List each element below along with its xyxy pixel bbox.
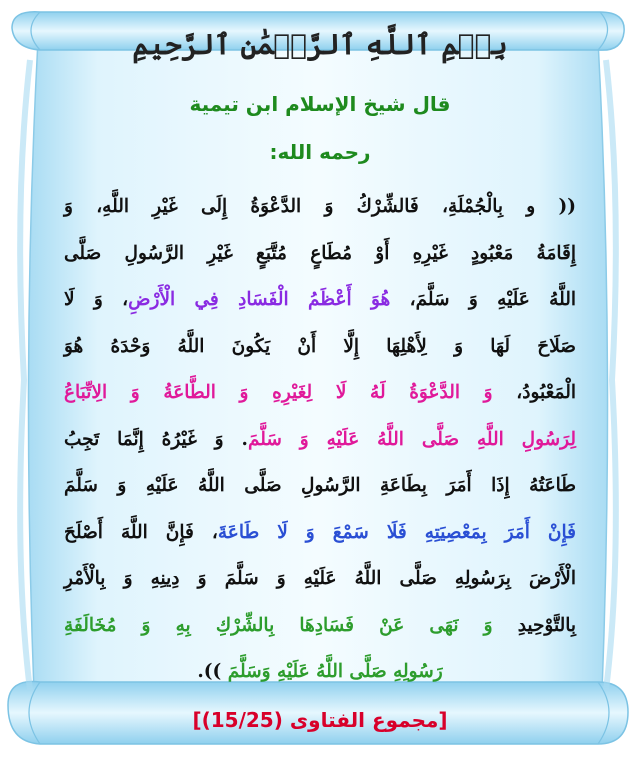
basmala-calligraphy: بِسۡمِ ٱللَّهِ ٱلرَّحۡمَٰنِ ٱلرَّحِيمِ xyxy=(132,28,508,61)
quote-segment: فَإِنْ أَمَرَ بِمَعْصِيَتِهِ فَلَا سَمْعَ وَ لَا طَاعَةَ xyxy=(217,521,577,543)
quote-segment: بِالتَّوْحِيدِ xyxy=(492,614,576,636)
quote-segment: وَ الدَّعْوَةُ لَهُ لَا لِغَيْرِهِ وَ الطَّاعَةُ وَ الِاتِّبَاعُ xyxy=(64,382,493,403)
quote-line xyxy=(60,603,580,650)
quote-segment: اللَّهُ عَلَيْهِ وَ سَلَّمَ، xyxy=(390,289,577,310)
quote-line xyxy=(60,324,580,371)
quote-line xyxy=(60,417,580,464)
quote-segment: الْمَعْبُودُ، xyxy=(492,382,576,403)
quote-segment: هُوَ أَعْظَمُ الْفَسَادِ فِي الْأَرْضِ xyxy=(128,289,391,310)
page-title: قال شيخ الإسلام ابن تيمية xyxy=(189,92,451,116)
quote-segment: ، فَإِنَّ اللَّهَ أَصْلَحَ xyxy=(64,521,218,543)
quote-body xyxy=(60,184,580,696)
quote-segment: ، وَ لَا xyxy=(64,289,129,310)
quote-segment: )). xyxy=(197,661,228,682)
quote-segment: (( و بِالْجُمْلَةِ، فَالشِّرْكُ وَ الدَّعْوَةُ إِلَى غَيْرِ اللَّهِ، وَ xyxy=(64,196,576,217)
quote-segment: إِقَامَةُ مَعْبُودٍ غَيْرِهِ أَوْ مُطَاعٍ مُتَّبَعٍ غَيْرِ الرَّسُولِ صَلَّى xyxy=(64,242,576,264)
quote-line xyxy=(60,277,580,324)
quote-segment: صَلَاحَ لَهَا وَ لِأَهْلِهَا إِلَّا أَنْ يَكُونَ اللَّهُ وَحْدَهُ هُوَ xyxy=(64,335,576,357)
quote-segment: طَاعَتُهُ إِذَا أَمَرَ بِطَاعَةِ الرَّسُولِ صَلَّى اللَّهُ عَلَيْهِ وَ سَلَّمَ xyxy=(64,475,576,496)
quote-segment: . وَ غَيْرُهُ إِنَّمَا تَجِبُ xyxy=(64,428,248,450)
quote-line xyxy=(60,231,580,278)
quote-line xyxy=(60,556,580,603)
quote-line xyxy=(60,370,580,417)
source-reference: [مجموع الفتاوى (15/25)] xyxy=(192,708,448,732)
quote-segment: رَسُولِهِ صَلَّى اللَّهُ عَلَيْهِ وَسَلَّمَ xyxy=(227,661,443,682)
quote-segment: الْأَرْضَ بِرَسُولِهِ صَلَّى اللَّهُ عَلَيْهِ وَ سَلَّمَ وَ دِينِهِ وَ بِالْأَمْرِ xyxy=(64,568,576,589)
page-subtitle: رحمه الله: xyxy=(269,140,371,164)
scroll-content xyxy=(60,0,580,768)
quote-line xyxy=(60,184,580,231)
quote-segment: وَ نَهَى عَنْ فَسَادِهَا بِالشِّرْكِ بِهِ وَ مُخَالَفَةِ xyxy=(64,614,493,636)
quote-segment: لِرَسُولِ اللَّهِ صَلَّى اللَّهُ عَلَيْهِ وَ سَلَّمَ xyxy=(247,428,576,450)
quote-line xyxy=(60,463,580,510)
quote-line xyxy=(60,510,580,557)
quote-line xyxy=(60,649,580,696)
